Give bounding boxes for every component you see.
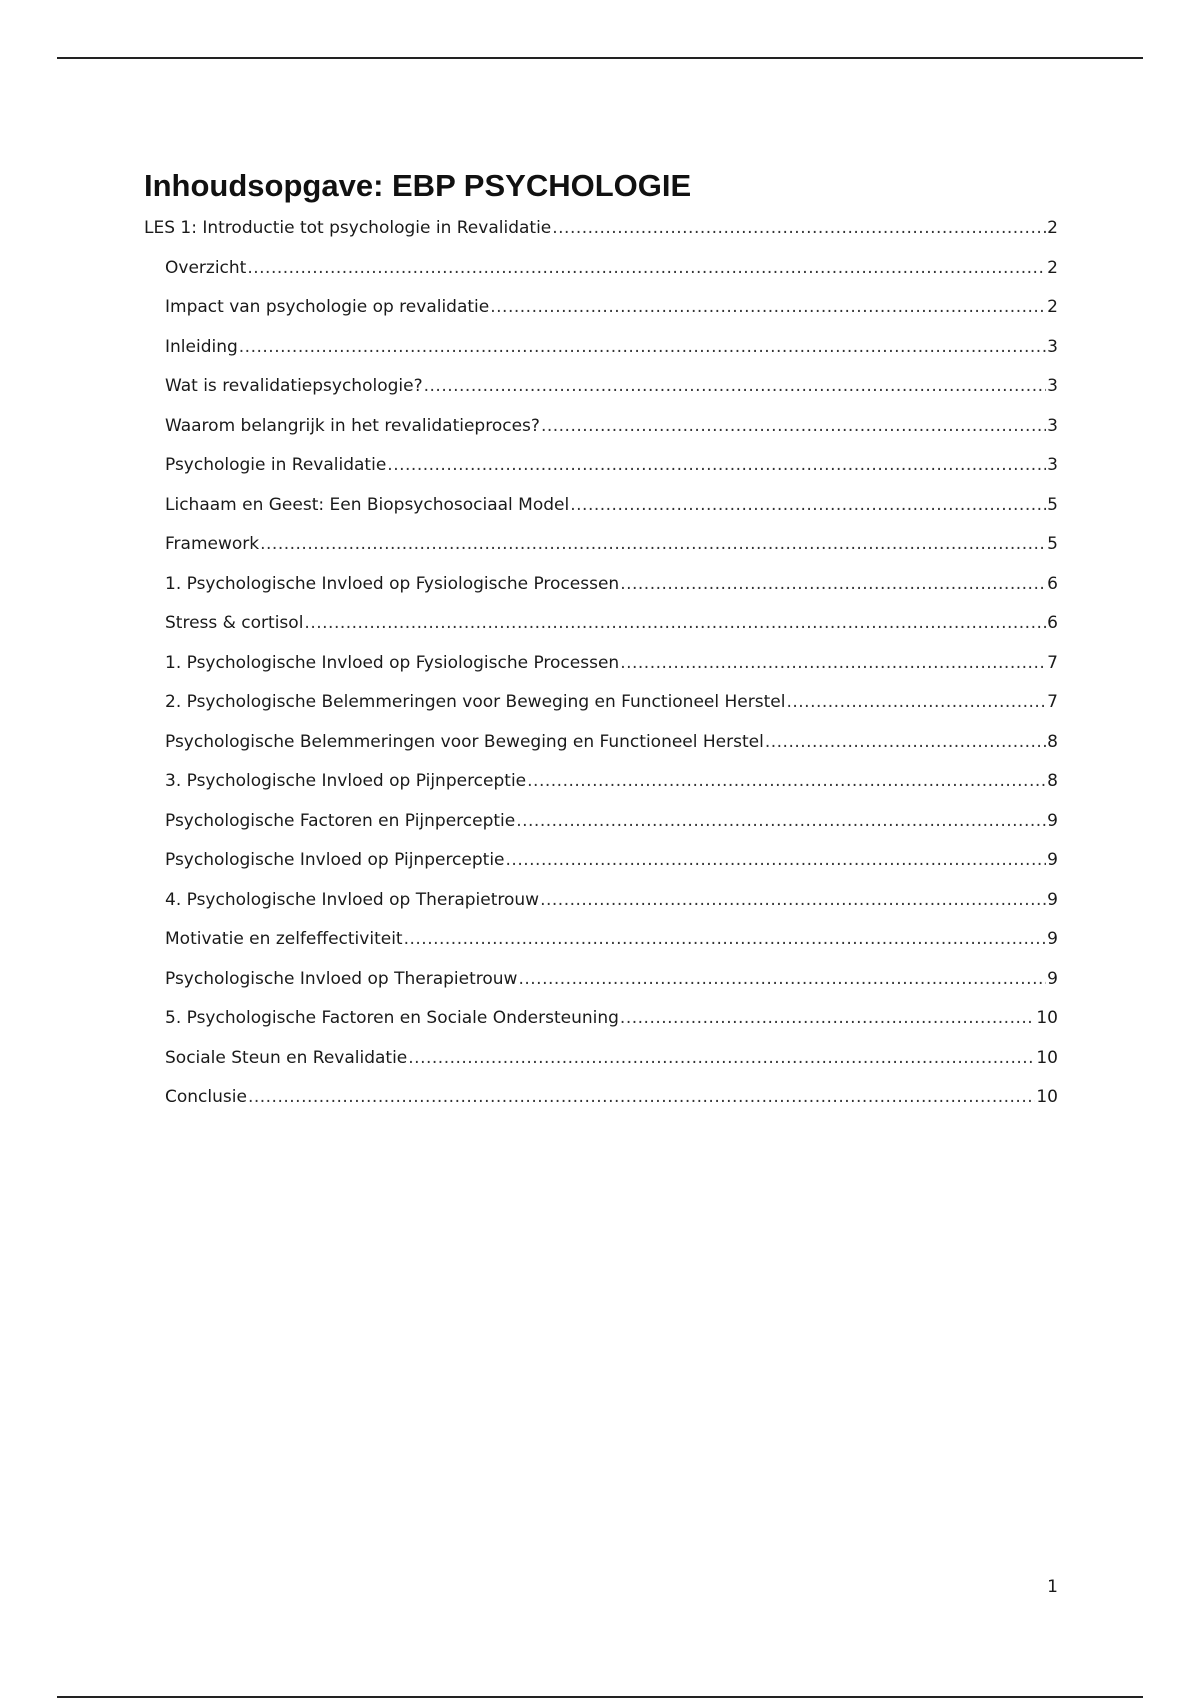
toc-entry[interactable] xyxy=(144,732,1058,772)
toc-entry[interactable] xyxy=(144,534,1058,574)
toc-entry-title: Wat is revalidatiepsychologie? xyxy=(165,376,423,396)
toc-entry-page: 9 xyxy=(1047,810,1058,831)
toc-entry[interactable] xyxy=(144,850,1058,890)
toc-entry[interactable] xyxy=(144,890,1058,930)
toc-entry[interactable] xyxy=(144,613,1058,653)
toc-dot-leader xyxy=(541,416,1046,436)
toc-entry-page: 8 xyxy=(1047,771,1058,791)
toc-entry-title: Impact van psychologie op revalidatie xyxy=(165,297,490,317)
toc-entry-title: Framework xyxy=(165,534,260,554)
toc-dot-leader xyxy=(786,692,1046,712)
toc-entry-title: Inleiding xyxy=(165,336,238,357)
page-number: 1 xyxy=(1047,1577,1058,1597)
toc-entry-page: 7 xyxy=(1047,692,1058,712)
toc-entry-title: Psychologische Invloed op Therapietrouw xyxy=(165,968,518,989)
toc-entry-page: 10 xyxy=(1036,1047,1058,1068)
toc-dot-leader xyxy=(304,613,1046,633)
toc-entry[interactable] xyxy=(144,929,1058,969)
toc-dot-leader xyxy=(552,218,1046,238)
toc-entry[interactable] xyxy=(144,258,1058,298)
toc-dot-leader xyxy=(404,929,1047,949)
toc-entry[interactable] xyxy=(144,218,1058,258)
toc-entry-page: 10 xyxy=(1036,1087,1058,1107)
toc-entry[interactable] xyxy=(144,811,1058,851)
toc-dot-leader xyxy=(620,574,1046,594)
toc-entry-page: 7 xyxy=(1047,652,1058,673)
toc-entry-title: 2. Psychologische Belemmeringen voor Beweging en Functioneel Herstel xyxy=(165,692,786,712)
toc-entry[interactable] xyxy=(144,297,1058,337)
table-of-contents xyxy=(144,218,1058,1127)
toc-entry-title: 5. Psychologische Factoren en Sociale Ondersteuning xyxy=(165,1008,619,1028)
toc-entry-title: Conclusie xyxy=(165,1087,247,1107)
toc-entry-page: 3 xyxy=(1047,415,1058,436)
toc-entry-page: 9 xyxy=(1047,968,1058,989)
toc-dot-leader xyxy=(490,297,1046,317)
toc-entry[interactable] xyxy=(144,337,1058,377)
toc-entry[interactable] xyxy=(144,771,1058,811)
toc-entry-title: Sociale Steun en Revalidatie xyxy=(165,1047,408,1068)
toc-dot-leader xyxy=(387,455,1046,475)
toc-entry-page: 9 xyxy=(1047,889,1058,910)
toc-entry-title: Overzicht xyxy=(165,257,247,278)
toc-dot-leader xyxy=(506,850,1047,870)
toc-dot-leader xyxy=(516,811,1046,831)
toc-entry[interactable] xyxy=(144,969,1058,1009)
toc-entry-title: LES 1: Introductie tot psychologie in Revalidatie xyxy=(144,218,552,238)
toc-entry-title: Lichaam en Geest: Een Biopsychosociaal Model xyxy=(165,494,570,515)
page-title: Inhoudsopgave: EBP PSYCHOLOGIE xyxy=(144,168,692,203)
toc-entry-page: 9 xyxy=(1047,850,1058,870)
toc-dot-leader xyxy=(620,653,1046,673)
toc-dot-leader xyxy=(518,969,1046,989)
toc-entry-title: Psychologische Factoren en Pijnperceptie xyxy=(165,810,516,831)
toc-entry-title: Psychologische Belemmeringen voor Beweging en Functioneel Herstel xyxy=(165,731,764,752)
toc-entry-title: 3. Psychologische Invloed op Pijnperceptie xyxy=(165,771,527,791)
toc-entry[interactable] xyxy=(144,692,1058,732)
toc-dot-leader xyxy=(408,1048,1035,1068)
toc-entry-page: 2 xyxy=(1047,218,1058,238)
toc-entry-page: 10 xyxy=(1036,1008,1058,1028)
toc-entry[interactable] xyxy=(144,574,1058,614)
header-rule xyxy=(57,57,1143,59)
toc-dot-leader xyxy=(540,890,1046,910)
toc-entry-page: 8 xyxy=(1047,731,1058,752)
footer-rule xyxy=(57,1696,1143,1698)
toc-entry-page: 2 xyxy=(1047,257,1058,278)
toc-entry-title: Psychologie in Revalidatie xyxy=(165,455,387,475)
toc-entry-page: 5 xyxy=(1047,494,1058,515)
toc-entry[interactable] xyxy=(144,495,1058,535)
toc-entry-title: 1. Psychologische Invloed op Fysiologische Processen xyxy=(165,652,620,673)
toc-entry[interactable] xyxy=(144,416,1058,456)
toc-entry[interactable] xyxy=(144,376,1058,416)
toc-entry-title: 4. Psychologische Invloed op Therapietrouw xyxy=(165,889,540,910)
toc-entry-page: 6 xyxy=(1047,573,1058,594)
toc-entry[interactable] xyxy=(144,1048,1058,1088)
toc-entry-page: 3 xyxy=(1047,336,1058,357)
toc-entry[interactable] xyxy=(144,455,1058,495)
toc-dot-leader xyxy=(620,1008,1035,1028)
toc-dot-leader xyxy=(248,1087,1035,1107)
toc-dot-leader xyxy=(424,376,1047,396)
toc-entry-page: 5 xyxy=(1047,534,1058,554)
toc-entry-title: Waarom belangrijk in het revalidatieproces? xyxy=(165,415,540,436)
toc-entry-page: 6 xyxy=(1047,613,1058,633)
toc-entry-page: 3 xyxy=(1047,376,1058,396)
toc-entry-title: Psychologische Invloed op Pijnperceptie xyxy=(165,850,505,870)
toc-entry-title: Stress & cortisol xyxy=(165,613,304,633)
toc-entry[interactable] xyxy=(144,1008,1058,1048)
toc-dot-leader xyxy=(239,337,1046,357)
toc-entry-title: Motivatie en zelfeffectiviteit xyxy=(165,929,403,949)
toc-dot-leader xyxy=(247,258,1046,278)
toc-dot-leader xyxy=(527,771,1046,791)
toc-dot-leader xyxy=(570,495,1046,515)
toc-entry-page: 3 xyxy=(1047,455,1058,475)
toc-entry[interactable] xyxy=(144,1087,1058,1127)
toc-entry-page: 9 xyxy=(1047,929,1058,949)
toc-entry-page: 2 xyxy=(1047,297,1058,317)
toc-entry-title: 1. Psychologische Invloed op Fysiologische Processen xyxy=(165,573,620,594)
toc-entry[interactable] xyxy=(144,653,1058,693)
toc-dot-leader xyxy=(260,534,1046,554)
toc-dot-leader xyxy=(765,732,1046,752)
